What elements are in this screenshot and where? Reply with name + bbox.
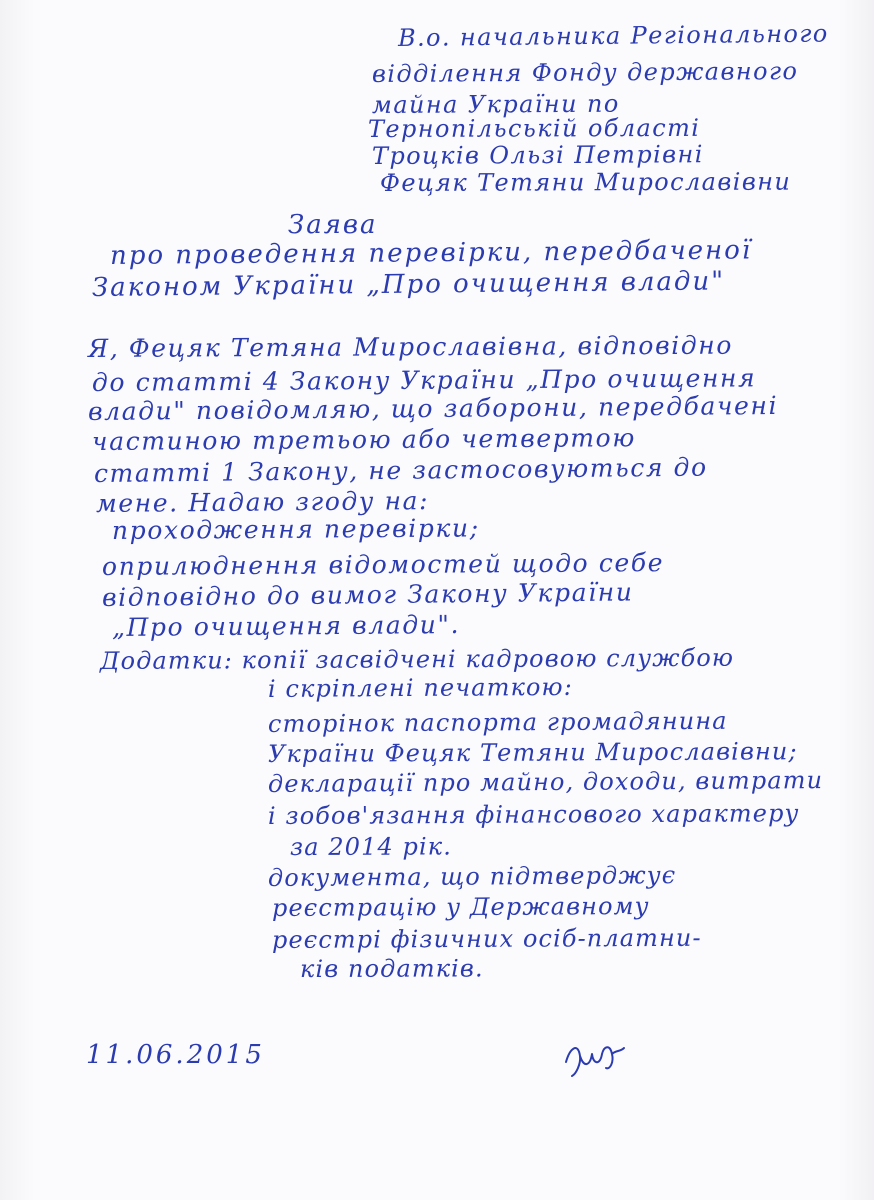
attachment-line: сторінок паспорта громадянина	[267, 706, 728, 738]
document-date: 11.06.2015	[86, 1040, 265, 1070]
body-line: до статті 4 Закону України „Про очищення	[91, 363, 757, 397]
addressee-line: Фецяк Тетяни Мирославівни	[379, 167, 792, 197]
attachment-line: декларації про майно, доходи, витрати	[267, 766, 824, 798]
body-line: мене. Надаю згоду на:	[95, 486, 430, 518]
body-line: проходження перевірки;	[111, 513, 480, 545]
title-line: про проведення перевірки, передбаченої	[109, 235, 753, 271]
body-line: частиною третьою або четвертою	[91, 423, 636, 456]
addressee-line: Троцків Ользі Петрівні	[371, 140, 704, 170]
title-line: Законом України „Про очищення влади"	[91, 266, 726, 303]
body-line: статті 1 Закону, не застосовуються до	[93, 452, 708, 488]
attachment-line: за 2014 рік.	[289, 832, 452, 861]
attachment-line: ків податків.	[299, 954, 484, 983]
addressee-line: В.о. начальника Регіонального	[397, 19, 829, 52]
body-line: відповідно до вимог Закону України	[101, 577, 634, 612]
title-heading: Заява	[288, 210, 378, 240]
attachment-line: документа, що підтверджує	[267, 861, 677, 892]
attachment-line: реєстрі фізичних осіб-платни-	[271, 923, 702, 954]
handwritten-signature	[560, 1030, 630, 1080]
addressee-line: відділення Фонду державного	[371, 57, 799, 88]
attachments-heading: Додатки: копії засвідчені кадровою службою	[99, 643, 735, 675]
body-line: оприлюднення відомостей щодо себе	[101, 548, 665, 581]
attachment-line: і зобов'язання фінансового характеру	[267, 799, 800, 830]
attachment-line: України Фецяк Тетяни Мирославівни;	[267, 737, 798, 768]
addressee-line: майна України по	[371, 89, 620, 119]
body-line: влади" повідомляю, що заборони, передбачені	[87, 390, 779, 426]
attachment-line: і скріплені печаткою:	[267, 672, 574, 703]
body-line: Я, Фецяк Тетяна Мирославівна, відповідно	[87, 330, 734, 363]
body-line: „Про очищення влади".	[111, 609, 461, 642]
attachment-line: реєстрацію у Державному	[271, 892, 650, 922]
addressee-line: Тернопільській області	[367, 113, 701, 143]
